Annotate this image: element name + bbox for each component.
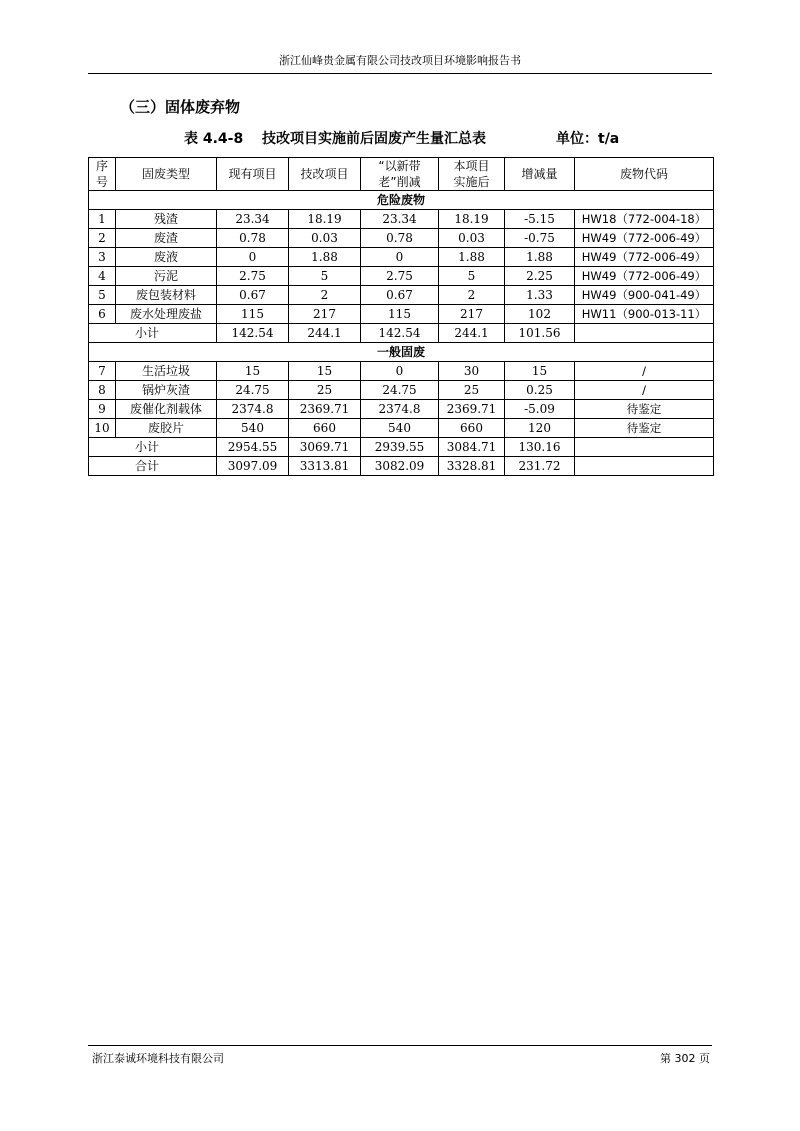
cell-existing: 23.34 [217, 210, 289, 229]
cell-change: 102 [505, 305, 575, 324]
cell-code: / [575, 381, 714, 400]
cell-code: HW49（772-006-49） [575, 229, 714, 248]
section-title: （三）固体废弃物 [120, 98, 241, 116]
total-change: 231.72 [505, 457, 575, 476]
header-reduce: “以新带 老”削减 [361, 158, 439, 191]
table-row [89, 267, 714, 286]
footer-page-number: 第 302 页 [660, 1052, 710, 1065]
cell-change: -5.15 [505, 210, 575, 229]
subtotal-label: 小计 [89, 324, 217, 343]
table-row [89, 210, 714, 229]
cell-seq: 5 [89, 286, 116, 305]
solid-waste-table [88, 157, 714, 476]
cell-reduce: 540 [361, 419, 439, 438]
cell-after: 1.88 [439, 248, 505, 267]
cell-reduce: 0.67 [361, 286, 439, 305]
cell-existing: 0 [217, 248, 289, 267]
cell-after: 660 [439, 419, 505, 438]
subtotal-upgrade: 3069.71 [289, 438, 361, 457]
table-row [89, 419, 714, 438]
table-number: 表 4.4-8 [184, 131, 244, 147]
cell-seq: 1 [89, 210, 116, 229]
cell-upgrade: 0.03 [289, 229, 361, 248]
subtotal-after: 244.1 [439, 324, 505, 343]
header-upgrade: 技改项目 [289, 158, 361, 191]
cell-code: HW49（900-041-49） [575, 286, 714, 305]
subtotal-row-general [89, 438, 714, 457]
cell-after: 2369.71 [439, 400, 505, 419]
subtotal-existing: 2954.55 [217, 438, 289, 457]
cell-type: 废胶片 [116, 419, 217, 438]
subtotal-reduce: 142.54 [361, 324, 439, 343]
cell-type: 废催化剂载体 [116, 400, 217, 419]
table-header-row [89, 158, 714, 191]
cell-change: 1.33 [505, 286, 575, 305]
subtotal-existing: 142.54 [217, 324, 289, 343]
cell-upgrade: 2 [289, 286, 361, 305]
cell-existing: 115 [217, 305, 289, 324]
table-row [89, 229, 714, 248]
cell-existing: 0.67 [217, 286, 289, 305]
total-existing: 3097.09 [217, 457, 289, 476]
cell-type: 废包装材料 [116, 286, 217, 305]
header-existing: 现有项目 [217, 158, 289, 191]
table-row [89, 286, 714, 305]
total-after: 3328.81 [439, 457, 505, 476]
header-seq: 序 号 [89, 158, 116, 191]
cell-after: 5 [439, 267, 505, 286]
cell-seq: 3 [89, 248, 116, 267]
document-header: 浙江仙峰贵金属有限公司技改项目环境影响报告书 [279, 54, 521, 67]
cell-change: -0.75 [505, 229, 575, 248]
cell-upgrade: 660 [289, 419, 361, 438]
subtotal-change: 130.16 [505, 438, 575, 457]
cell-change: 2.25 [505, 267, 575, 286]
cell-upgrade: 217 [289, 305, 361, 324]
cell-upgrade: 25 [289, 381, 361, 400]
cell-type: 残渣 [116, 210, 217, 229]
table-row [89, 381, 714, 400]
cell-reduce: 23.34 [361, 210, 439, 229]
header-after: 本项目 实施后 [439, 158, 505, 191]
total-code [575, 457, 714, 476]
table-row [89, 362, 714, 381]
header-change: 增减量 [505, 158, 575, 191]
cell-type: 废渣 [116, 229, 217, 248]
cell-type: 生活垃圾 [116, 362, 217, 381]
cell-reduce: 0.78 [361, 229, 439, 248]
cell-after: 25 [439, 381, 505, 400]
total-reduce: 3082.09 [361, 457, 439, 476]
cell-reduce: 0 [361, 362, 439, 381]
total-upgrade: 3313.81 [289, 457, 361, 476]
cell-change: -5.09 [505, 400, 575, 419]
cell-change: 1.88 [505, 248, 575, 267]
header-code: 废物代码 [575, 158, 714, 191]
subtotal-reduce: 2939.55 [361, 438, 439, 457]
cell-change: 120 [505, 419, 575, 438]
cell-reduce: 24.75 [361, 381, 439, 400]
group-row-hazardous [89, 191, 714, 210]
cell-seq: 9 [89, 400, 116, 419]
total-row [89, 457, 714, 476]
cell-existing: 2374.8 [217, 400, 289, 419]
subtotal-after: 3084.71 [439, 438, 505, 457]
header-type: 固废类型 [116, 158, 217, 191]
cell-seq: 6 [89, 305, 116, 324]
cell-reduce: 2.75 [361, 267, 439, 286]
cell-existing: 15 [217, 362, 289, 381]
cell-upgrade: 2369.71 [289, 400, 361, 419]
cell-after: 18.19 [439, 210, 505, 229]
cell-code: 待鉴定 [575, 400, 714, 419]
cell-existing: 0.78 [217, 229, 289, 248]
cell-upgrade: 15 [289, 362, 361, 381]
cell-type: 废液 [116, 248, 217, 267]
subtotal-code [575, 438, 714, 457]
cell-existing: 540 [217, 419, 289, 438]
group-label-hazardous: 危险废物 [89, 191, 714, 210]
cell-code: HW49（772-006-49） [575, 248, 714, 267]
cell-code: / [575, 362, 714, 381]
subtotal-upgrade: 244.1 [289, 324, 361, 343]
group-row-general [89, 343, 714, 362]
cell-seq: 4 [89, 267, 116, 286]
table-unit: 单位：t/a [556, 131, 620, 147]
cell-seq: 8 [89, 381, 116, 400]
subtotal-code [575, 324, 714, 343]
cell-code: HW49（772-006-49） [575, 267, 714, 286]
cell-after: 0.03 [439, 229, 505, 248]
table-title: 技改项目实施前后固废产生量汇总表 [262, 131, 486, 147]
cell-existing: 24.75 [217, 381, 289, 400]
cell-reduce: 0 [361, 248, 439, 267]
cell-seq: 2 [89, 229, 116, 248]
cell-code: HW18（772-004-18） [575, 210, 714, 229]
table-row [89, 400, 714, 419]
cell-type: 锅炉灰渣 [116, 381, 217, 400]
cell-seq: 10 [89, 419, 116, 438]
cell-after: 2 [439, 286, 505, 305]
footer-company: 浙江泰诚环境科技有限公司 [92, 1052, 224, 1065]
cell-code: HW11（900-013-11） [575, 305, 714, 324]
cell-change: 15 [505, 362, 575, 381]
subtotal-change: 101.56 [505, 324, 575, 343]
group-label-general: 一般固废 [89, 343, 714, 362]
cell-reduce: 115 [361, 305, 439, 324]
cell-existing: 2.75 [217, 267, 289, 286]
cell-type: 废水处理废盐 [116, 305, 217, 324]
table-row [89, 248, 714, 267]
header-rule [88, 73, 712, 74]
cell-upgrade: 18.19 [289, 210, 361, 229]
total-label: 合计 [89, 457, 217, 476]
subtotal-row-hazardous [89, 324, 714, 343]
cell-after: 30 [439, 362, 505, 381]
table-row [89, 305, 714, 324]
cell-code: 待鉴定 [575, 419, 714, 438]
cell-upgrade: 1.88 [289, 248, 361, 267]
cell-change: 0.25 [505, 381, 575, 400]
subtotal-label: 小计 [89, 438, 217, 457]
footer-rule [88, 1045, 712, 1046]
cell-reduce: 2374.8 [361, 400, 439, 419]
cell-after: 217 [439, 305, 505, 324]
cell-type: 污泥 [116, 267, 217, 286]
cell-seq: 7 [89, 362, 116, 381]
cell-upgrade: 5 [289, 267, 361, 286]
